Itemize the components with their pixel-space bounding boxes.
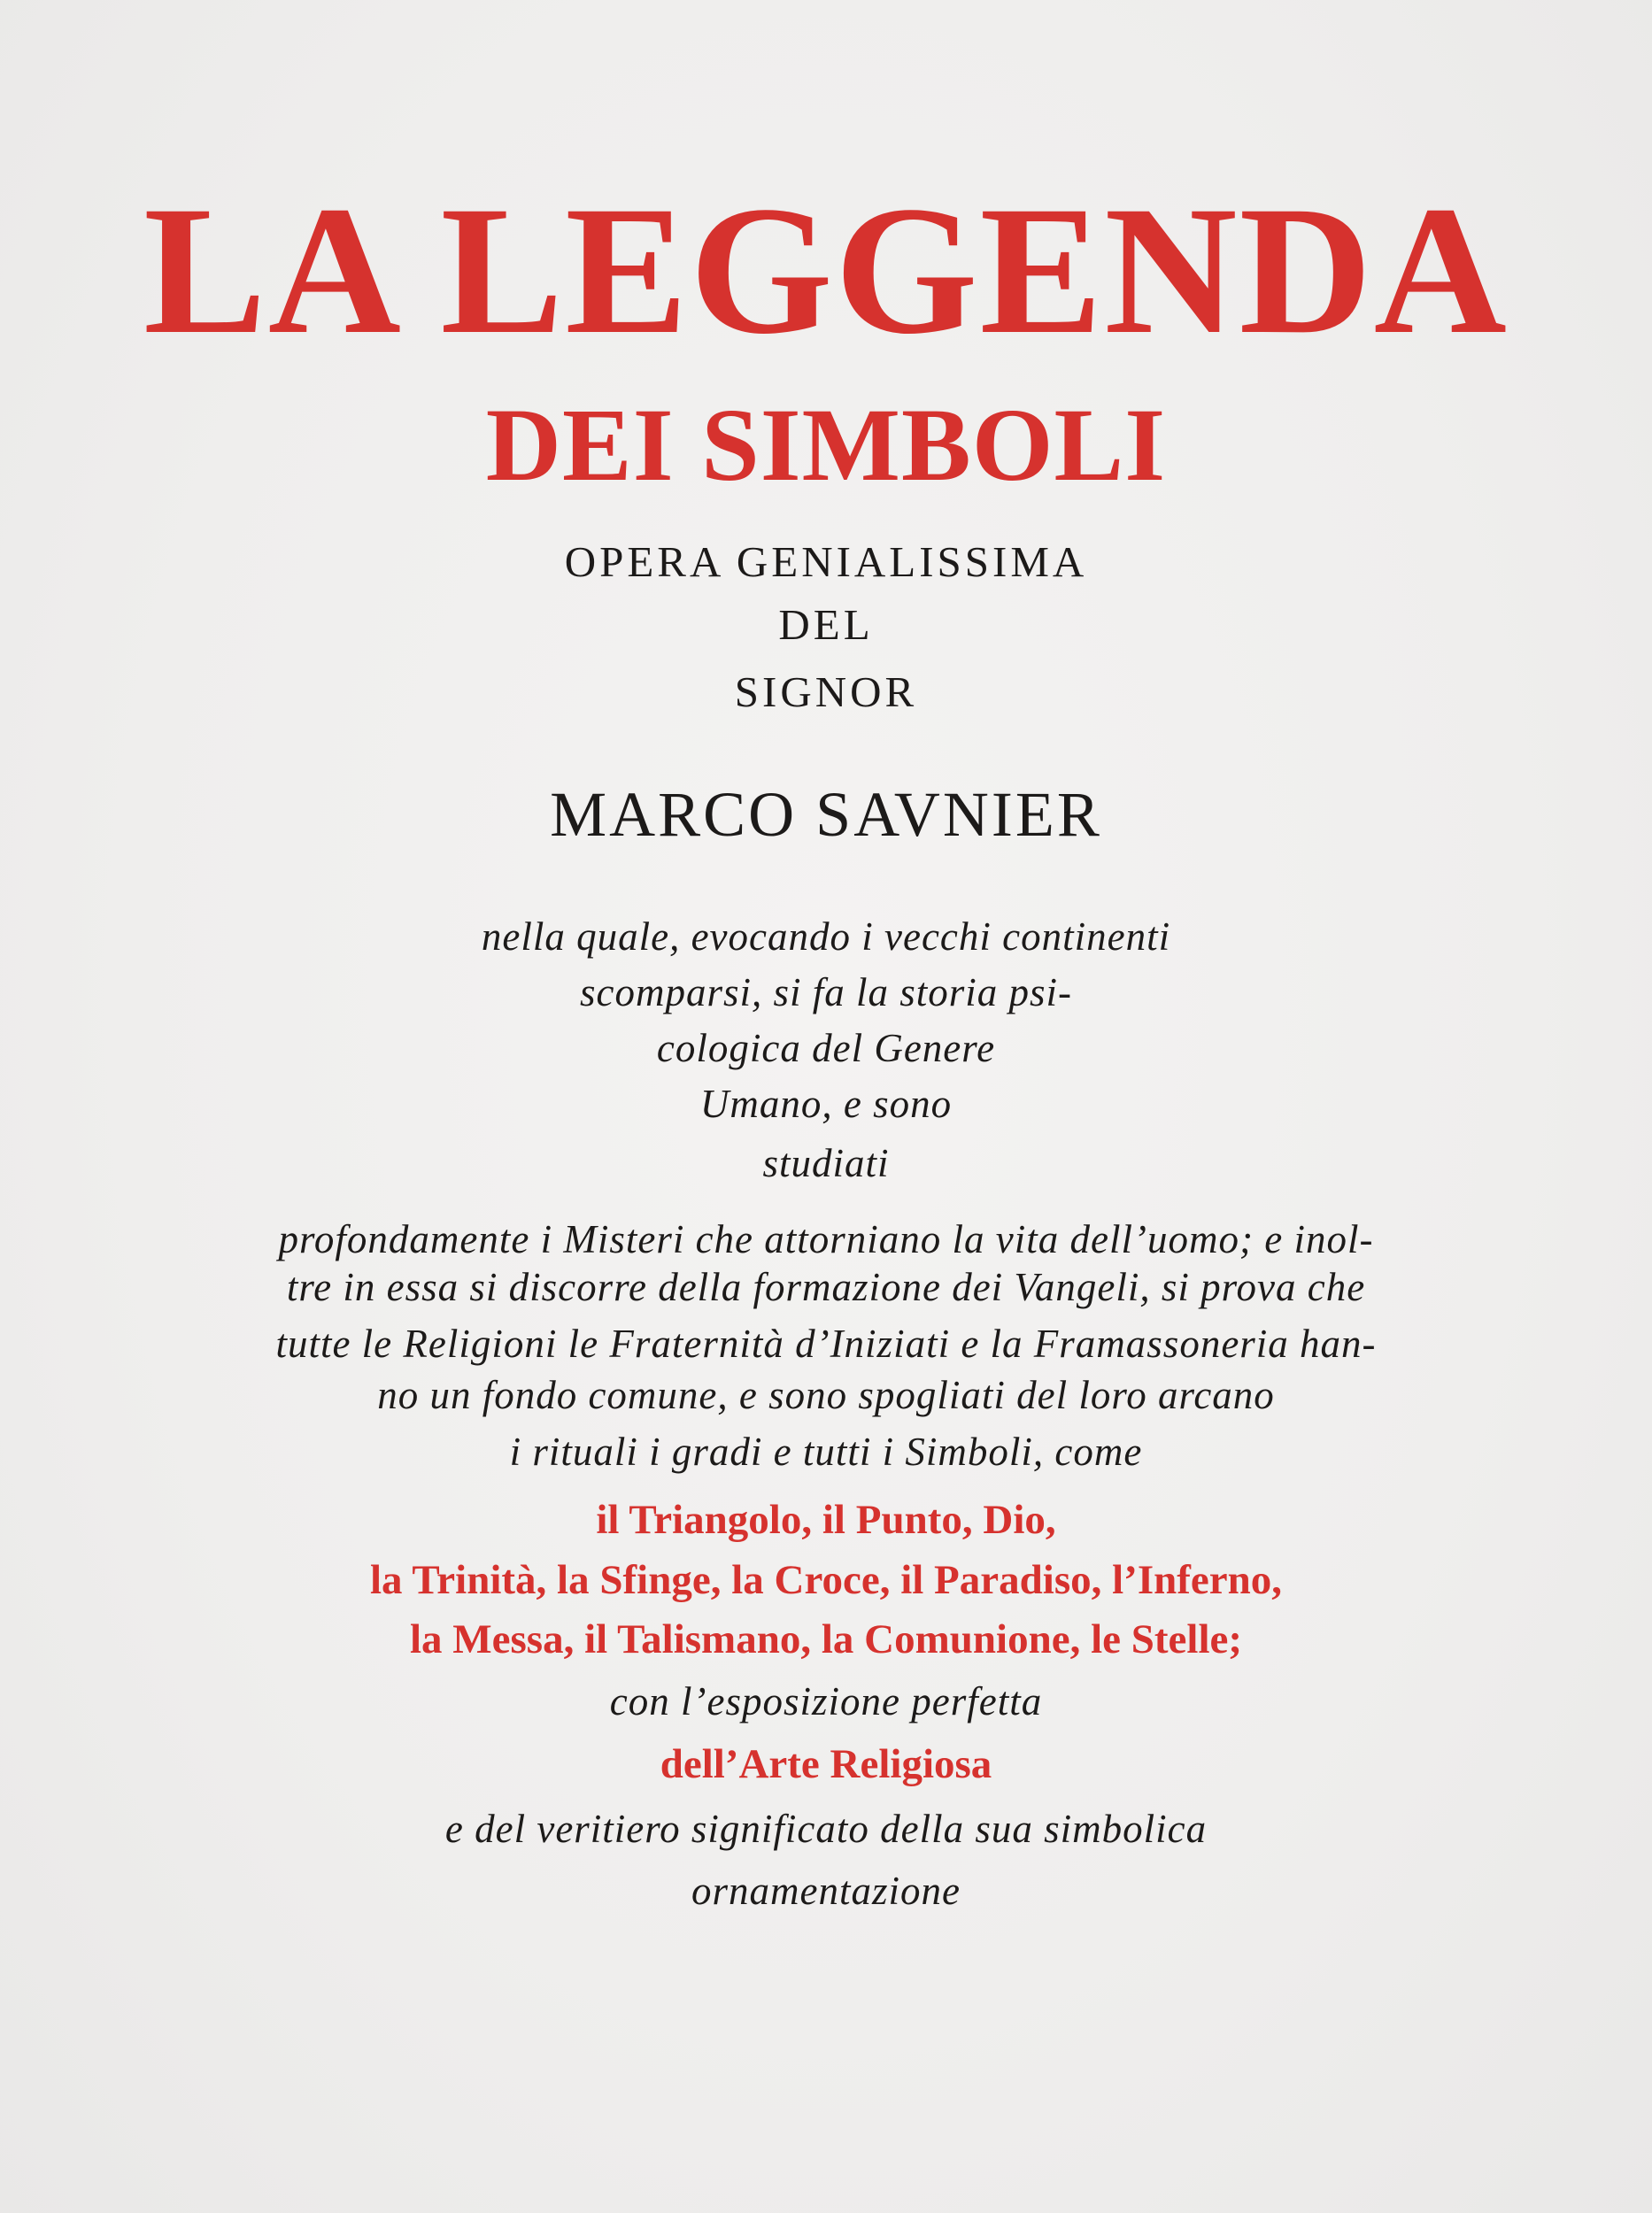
subtitle-line-3: SIGNOR bbox=[734, 667, 918, 716]
closing-line: con l’esposizione perfetta bbox=[609, 1679, 1043, 1723]
description-line: tre in essa si discorre della formazione dei Vangeli, si prova che bbox=[286, 1265, 1366, 1309]
description-line: nella quale, evocando i vecchi continenti bbox=[481, 914, 1171, 959]
subtitle-line-1: OPERA GENIALISSIMA bbox=[564, 537, 1088, 586]
author-name: MARCO SAVNIER bbox=[550, 779, 1102, 850]
description-line: studiati bbox=[762, 1141, 890, 1185]
religious-art-line: dell’Arte Religiosa bbox=[660, 1741, 992, 1787]
description-line: no un fondo comune, e sono spogliati del loro arcano bbox=[377, 1373, 1275, 1417]
description-line: Umano, e sono bbox=[699, 1082, 953, 1126]
description-line: i rituali i gradi e tutti i Simboli, come bbox=[509, 1430, 1143, 1474]
description-line: scomparsi, si fa la storia psi- bbox=[579, 970, 1073, 1014]
main-title-line-1: LA LEGGENDA bbox=[143, 168, 1509, 372]
subtitle-line-2: DEL bbox=[778, 600, 874, 649]
symbols-line: il Triangolo, il Punto, Dio, bbox=[596, 1497, 1056, 1543]
symbols-line: la Messa, il Talismano, la Comunione, le Stelle; bbox=[409, 1616, 1243, 1662]
closing-line: e del veritiero significato della sua simbolica bbox=[444, 1807, 1208, 1851]
closing-line: ornamentazione bbox=[691, 1869, 961, 1913]
description-line: tutte le Religioni le Fraternità d’Iniziati e la Framassoneria han- bbox=[275, 1322, 1377, 1366]
symbols-line: la Trinità, la Sfinge, la Croce, il Paradiso, l’Inferno, bbox=[369, 1557, 1283, 1603]
description-line: profondamente i Misteri che attorniano la vita dell’uomo; e inol- bbox=[278, 1217, 1374, 1261]
description-line: cologica del Genere bbox=[656, 1026, 996, 1070]
main-title-line-2: DEI SIMBOLI bbox=[485, 387, 1167, 503]
